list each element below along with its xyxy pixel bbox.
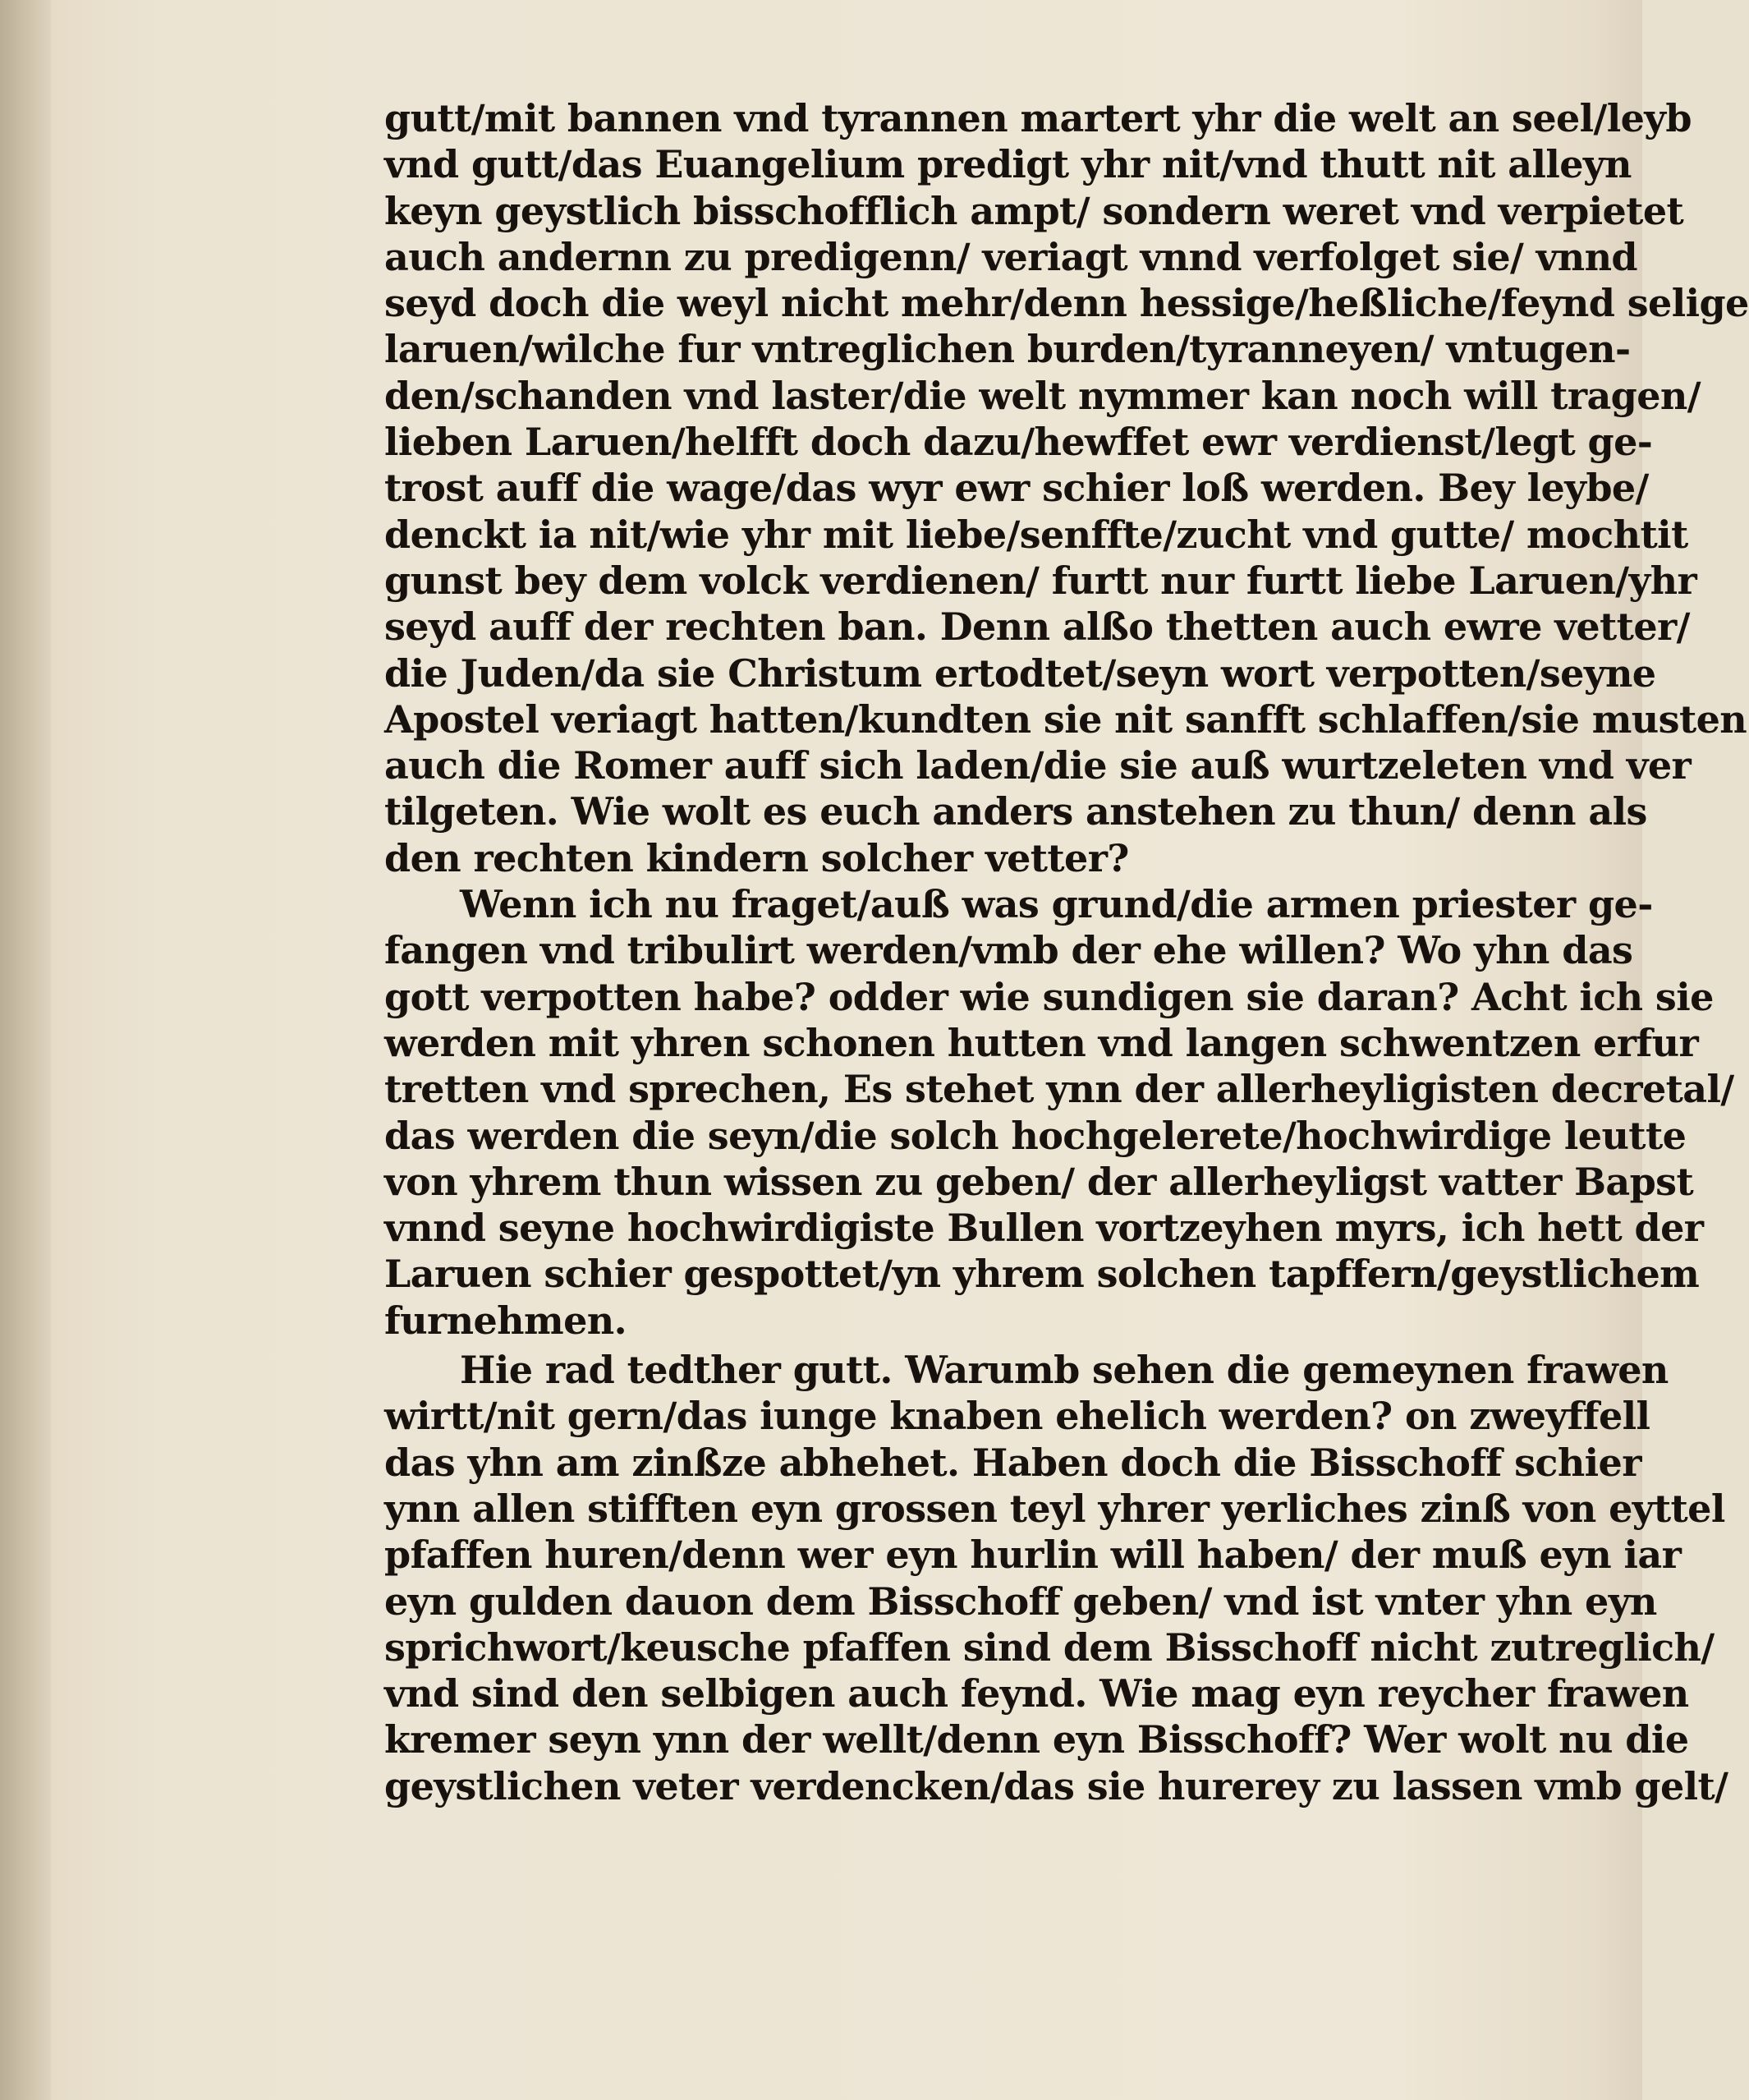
text-line: werden mit yhren schonen hutten vnd langen schwentzen erfur — [384, 1020, 1699, 1065]
text-line: tretten vnd sprechen, Es stehet ynn der allerheyligisten decretal/ — [384, 1067, 1734, 1112]
text-line: den/schanden vnd laster/die welt nymmer kan noch will tragen/ — [384, 373, 1701, 418]
text-line: sprichwort/keusche pfaffen sind dem Bisschoff nicht zutreglich/ — [384, 1624, 1715, 1670]
text-line: Wenn ich nu fraget/auß was grund/die armen priester ge- — [460, 882, 1653, 927]
text-line: Apostel veriagt hatten/kundten sie nit sanfft schlaffen/sie musten — [384, 696, 1747, 742]
text-line: laruen/wilche fur vntreglichen burden/tyranneyen/ vntugen- — [384, 327, 1631, 372]
text-line: Hie rad tedther gutt. Warumb sehen die gemeynen frawen — [460, 1348, 1669, 1393]
text-line: lieben Laruen/helfft doch dazu/hewffet ewr verdienst/legt ge- — [384, 420, 1653, 465]
text-line: gutt/mit bannen vnd tyrannen martert yhr die welt an seel/leyb — [384, 96, 1692, 140]
text-line: geystlichen veter verdencken/das sie hurerey zu lassen vmb gelt/ — [384, 1763, 1728, 1808]
body-text — [384, 95, 1749, 1809]
text-line: denckt ia nit/wie yhr mit liebe/senffte/zucht vnd gutte/ mochtit — [384, 512, 1688, 557]
text-line: die Juden/da sie Christum ertodtet/seyn wort verpotten/seyne — [384, 650, 1656, 696]
book-binding-edge — [0, 0, 51, 2100]
text-line: pfaffen huren/denn wer eyn hurlin will haben/ der muß eyn iar — [384, 1532, 1682, 1578]
paragraph-1 — [384, 95, 1749, 881]
text-line: von yhrem thun wissen zu geben/ der allerheyligst vatter Bapst — [384, 1159, 1694, 1204]
paragraph-3 — [384, 1347, 1728, 1809]
text-line: vnnd seyne hochwirdigiste Bullen vortzeyhen myrs, ich hett der — [384, 1206, 1704, 1251]
text-line: ynn allen stifften eyn grossen teyl yhrer yerliches zinß von eyttel — [384, 1486, 1725, 1531]
text-line: keyn geystlich bisschofflich ampt/ sondern weret vnd verpietet — [384, 188, 1684, 233]
text-line: gott verpotten habe? odder wie sundigen sie daran? Acht ich sie — [384, 974, 1714, 1019]
text-line: vnd sind den selbigen auch feynd. Wie mag eyn reycher frawen — [384, 1671, 1689, 1716]
text-line: kremer seyn ynn der wellt/denn eyn Bisschoff? Wer wolt nu die — [384, 1717, 1689, 1762]
text-line: eyn gulden dauon dem Bisschoff geben/ vnd ist vnter yhn eyn — [384, 1578, 1657, 1624]
text-line: das werden die seyn/die solch hochgelerete/hochwirdige leutte — [384, 1113, 1687, 1158]
text-line: vnd gutt/das Euangelium predigt yhr nit/vnd thutt nit alleyn — [384, 142, 1632, 187]
text-line: gunst bey dem volck verdienen/ furtt nur furtt liebe Laruen/yhr — [384, 558, 1697, 603]
text-line: seyd auff der rechten ban. Denn alßo thetten auch ewre vetter/ — [384, 604, 1690, 650]
text-line: auch die Romer auff sich laden/die sie auß wurtzeleten vnd ver — [384, 743, 1692, 788]
text-line: furnehmen. — [384, 1298, 627, 1343]
text-line: auch andernn zu predigenn/ veriagt vnnd verfolget sie/ vnnd — [384, 234, 1637, 279]
text-line: trost auff die wage/das wyr ewr schier loß werden. Bey leybe/ — [384, 466, 1649, 511]
text-line: den rechten kindern solcher vetter? — [384, 835, 1129, 880]
text-line: tilgeten. Wie wolt es euch anders anstehen zu thun/ denn als — [384, 789, 1647, 834]
text-line: das yhn am zinßze abhehet. Haben doch die Bisschoff schier — [384, 1440, 1641, 1485]
paragraph-2 — [384, 881, 1734, 1344]
text-line: fangen vnd tribulirt werden/vmb der ehe willen? Wo yhn das — [384, 928, 1633, 973]
text-line: seyd doch die weyl nicht mehr/denn hessige/heßliche/feynd selige — [384, 281, 1749, 326]
text-line: Laruen schier gespottet/yn yhrem solchen tapffern/geystlichem — [384, 1252, 1700, 1297]
text-line: wirtt/nit gern/das iunge knaben ehelich werden? on zweyffell — [384, 1394, 1650, 1439]
